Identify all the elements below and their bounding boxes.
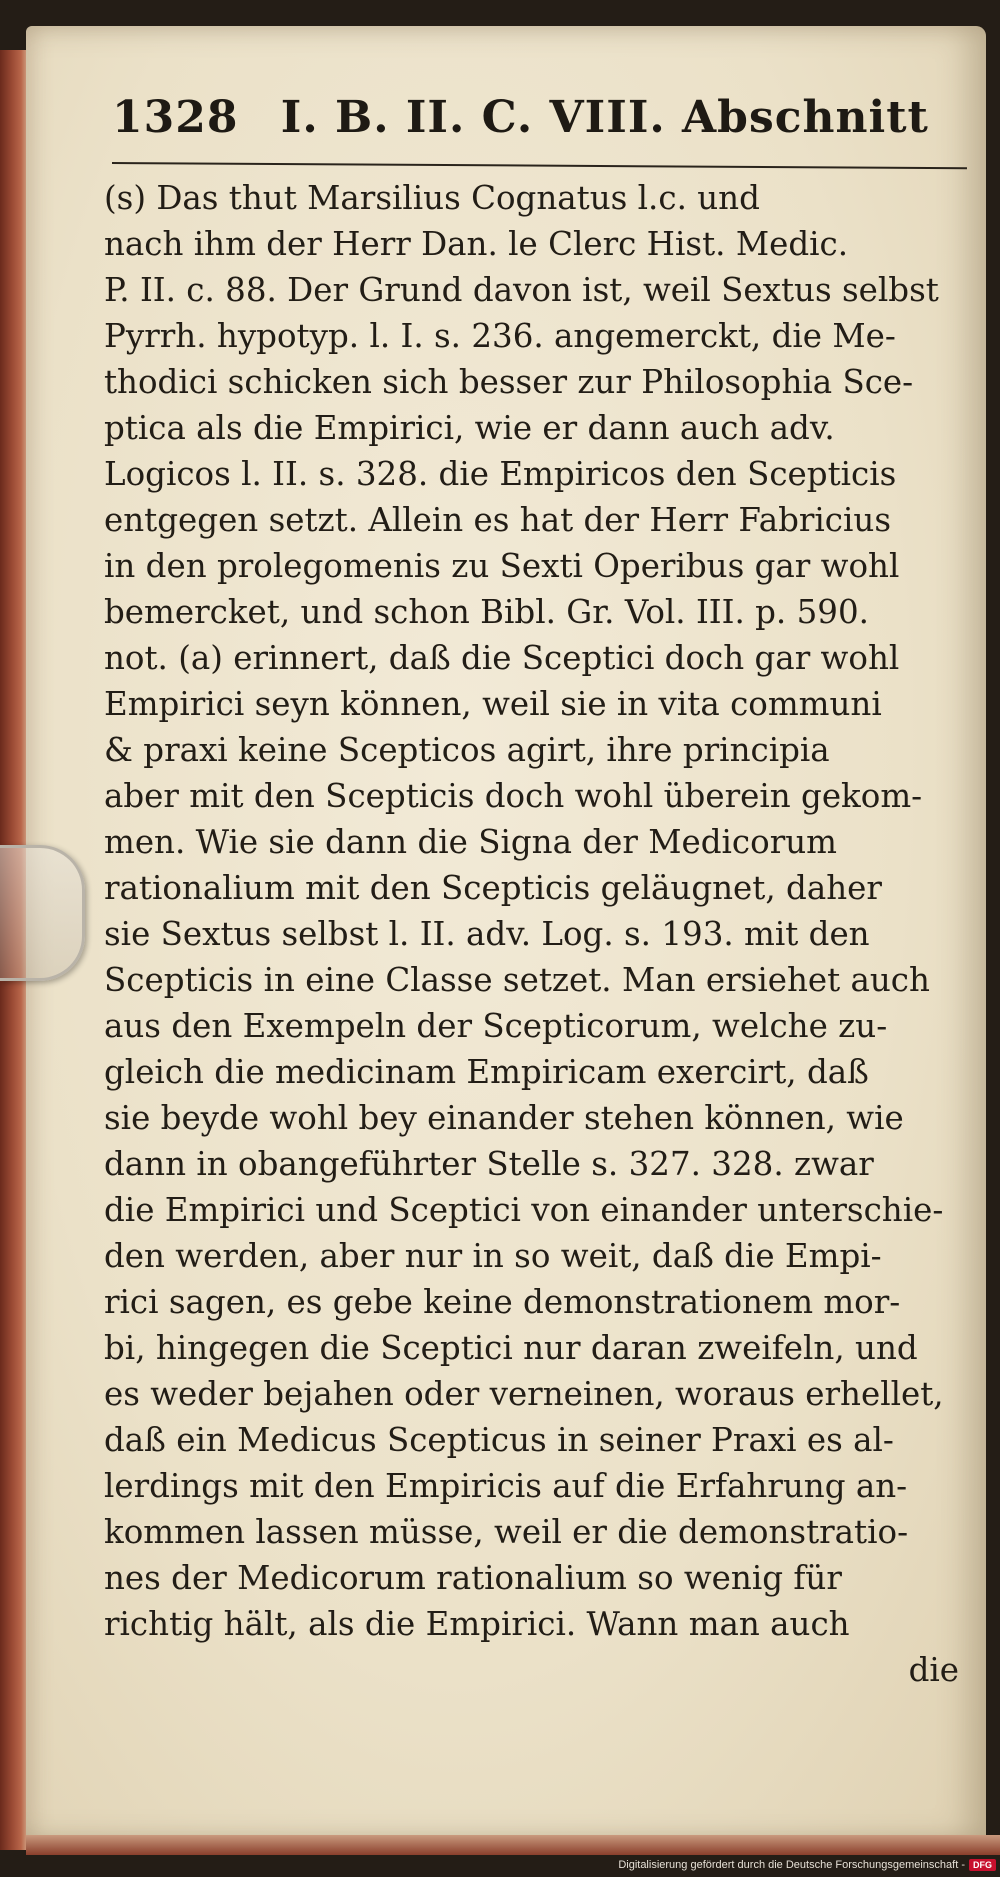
text-line: aber mit den Scepticis doch wohl überein gekom-	[104, 777, 923, 815]
text-line: entgegen setzt. Allein es hat der Herr Fabricius	[104, 501, 892, 539]
text-line: sie beyde wohl bey einander stehen können, wie	[104, 1099, 904, 1137]
text-line: Empirici seyn können, weil sie in vita communi	[104, 685, 882, 723]
text-line: nes der Medicorum rationalium so wenig für	[104, 1559, 842, 1597]
text-line: richtig hält, als die Empirici. Wann man auch	[104, 1605, 850, 1643]
text-line: not. (a) erinnert, daß die Sceptici doch gar wohl	[104, 639, 900, 677]
catchword: die	[908, 1651, 959, 1689]
page-bottom-edge	[26, 1835, 1000, 1855]
text-line: die Empirici und Sceptici von einander unterschie-	[104, 1191, 944, 1229]
text-line: es weder bejahen oder verneinen, woraus erhellet,	[104, 1375, 944, 1413]
text-line: sie Sextus selbst l. II. adv. Log. s. 193. mit den	[104, 915, 870, 953]
dfg-logo: DFG	[969, 1859, 996, 1871]
text-line: rationalium mit den Scepticis geläugnet, daher	[104, 869, 882, 907]
credit-text: Digitalisierung gefördert durch die Deutsche Forschungsgemeinschaft -	[618, 1859, 965, 1871]
body-text	[104, 175, 989, 1693]
text-line: P. II. c. 88. Der Grund davon ist, weil Sextus selbst	[104, 271, 939, 309]
text-line: Pyrrh. hypotyp. l. I. s. 236. angemerckt, die Me-	[104, 317, 896, 355]
running-title: I. B. II. C. VIII. Abschnitt	[280, 92, 929, 143]
text-line: aus den Exempeln der Scepticorum, welche zu-	[104, 1007, 888, 1045]
page-number: 1328	[112, 92, 239, 143]
page-header	[112, 92, 982, 162]
text-line: daß ein Medicus Scepticus in seiner Praxi es al-	[104, 1421, 894, 1459]
text-line: lerdings mit den Empiricis auf die Erfahrung an-	[104, 1467, 908, 1505]
text-line: thodici schicken sich besser zur Philosophia Sce-	[104, 363, 914, 401]
text-line: kommen lassen müsse, weil er die demonstratio-	[104, 1513, 909, 1551]
text-line: nach ihm der Herr Dan. le Clerc Hist. Medic.	[104, 225, 849, 263]
text-line: dann in obangeführter Stelle s. 327. 328. zwar	[104, 1145, 874, 1183]
text-line: & praxi keine Scepticos agirt, ihre principia	[104, 731, 830, 769]
text-line: (s) Das thut Marsilius Cognatus l.c. und	[104, 179, 760, 217]
text-line: gleich die medicinam Empiricam exercirt, daß	[104, 1053, 869, 1091]
text-line: rici sagen, es gebe keine demonstrationem mor-	[104, 1283, 901, 1321]
digitization-credit	[618, 1855, 996, 1875]
text-line: Logicos l. II. s. 328. die Empiricos den Scepticis	[104, 455, 897, 493]
text-line: Scepticis in eine Classe setzet. Man ersiehet auch	[104, 961, 930, 999]
page-clip	[0, 845, 85, 981]
text-line: in den prolegomenis zu Sexti Operibus gar wohl	[104, 547, 900, 585]
text-line: ptica als die Empirici, wie er dann auch adv.	[104, 409, 835, 447]
text-line: bemercket, und schon Bibl. Gr. Vol. III. p. 590.	[104, 593, 869, 631]
text-line: den werden, aber nur in so weit, daß die Empi-	[104, 1237, 882, 1275]
text-line: men. Wie sie dann die Signa der Medicorum	[104, 823, 837, 861]
text-line: bi, hingegen die Sceptici nur daran zweifeln, und	[104, 1329, 918, 1367]
